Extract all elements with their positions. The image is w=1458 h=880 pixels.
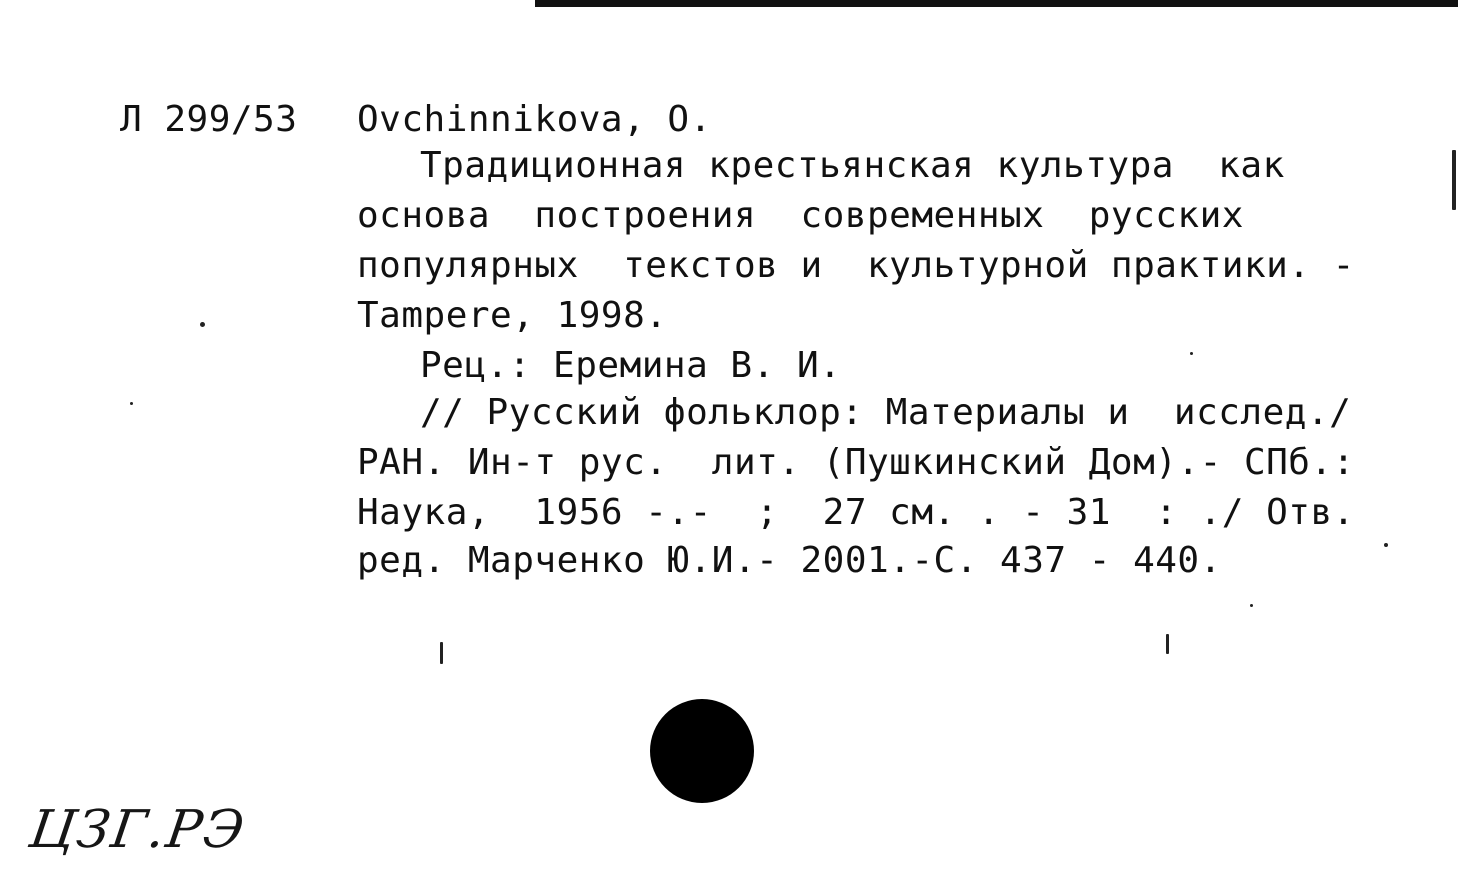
review-line: Рец.: Еремина В. И. — [420, 345, 842, 386]
top-border-line — [535, 0, 1458, 7]
shelfmark: Л 299/53 — [120, 99, 298, 140]
source-line: // Русский фольклор: Материалы и исслед./ — [420, 392, 1352, 433]
imprint-line: Tampere, 1998. — [357, 295, 668, 336]
title-line: популярных текстов и культурной практики. - — [357, 245, 1355, 286]
scan-speck — [1166, 634, 1169, 654]
scan-speck — [440, 642, 443, 664]
source-line: ред. Марченко Ю.И.- 2001.-С. 437 - 440. — [357, 540, 1222, 581]
scan-speck — [200, 322, 205, 327]
scan-speck — [1190, 352, 1193, 355]
title-line: Традиционная крестьянская культура как — [420, 145, 1285, 186]
handwritten-classification-code: ЦЗГ.РЭ — [25, 800, 250, 860]
source-line: РАН. Ин-т рус. лит. (Пушкинский Дом).- СПб.: — [357, 442, 1355, 483]
scan-speck — [130, 402, 133, 405]
scan-speck — [1250, 604, 1253, 607]
title-line: основа построения современных русских — [357, 195, 1244, 236]
scan-speck — [1384, 543, 1388, 547]
scan-speck — [1452, 150, 1456, 210]
punch-hole — [650, 699, 754, 803]
source-line: Наука, 1956 -.- ; 27 см. . - 31 : ./ Отв. — [357, 492, 1355, 533]
author-line: Ovchinnikova, O. — [357, 99, 712, 140]
